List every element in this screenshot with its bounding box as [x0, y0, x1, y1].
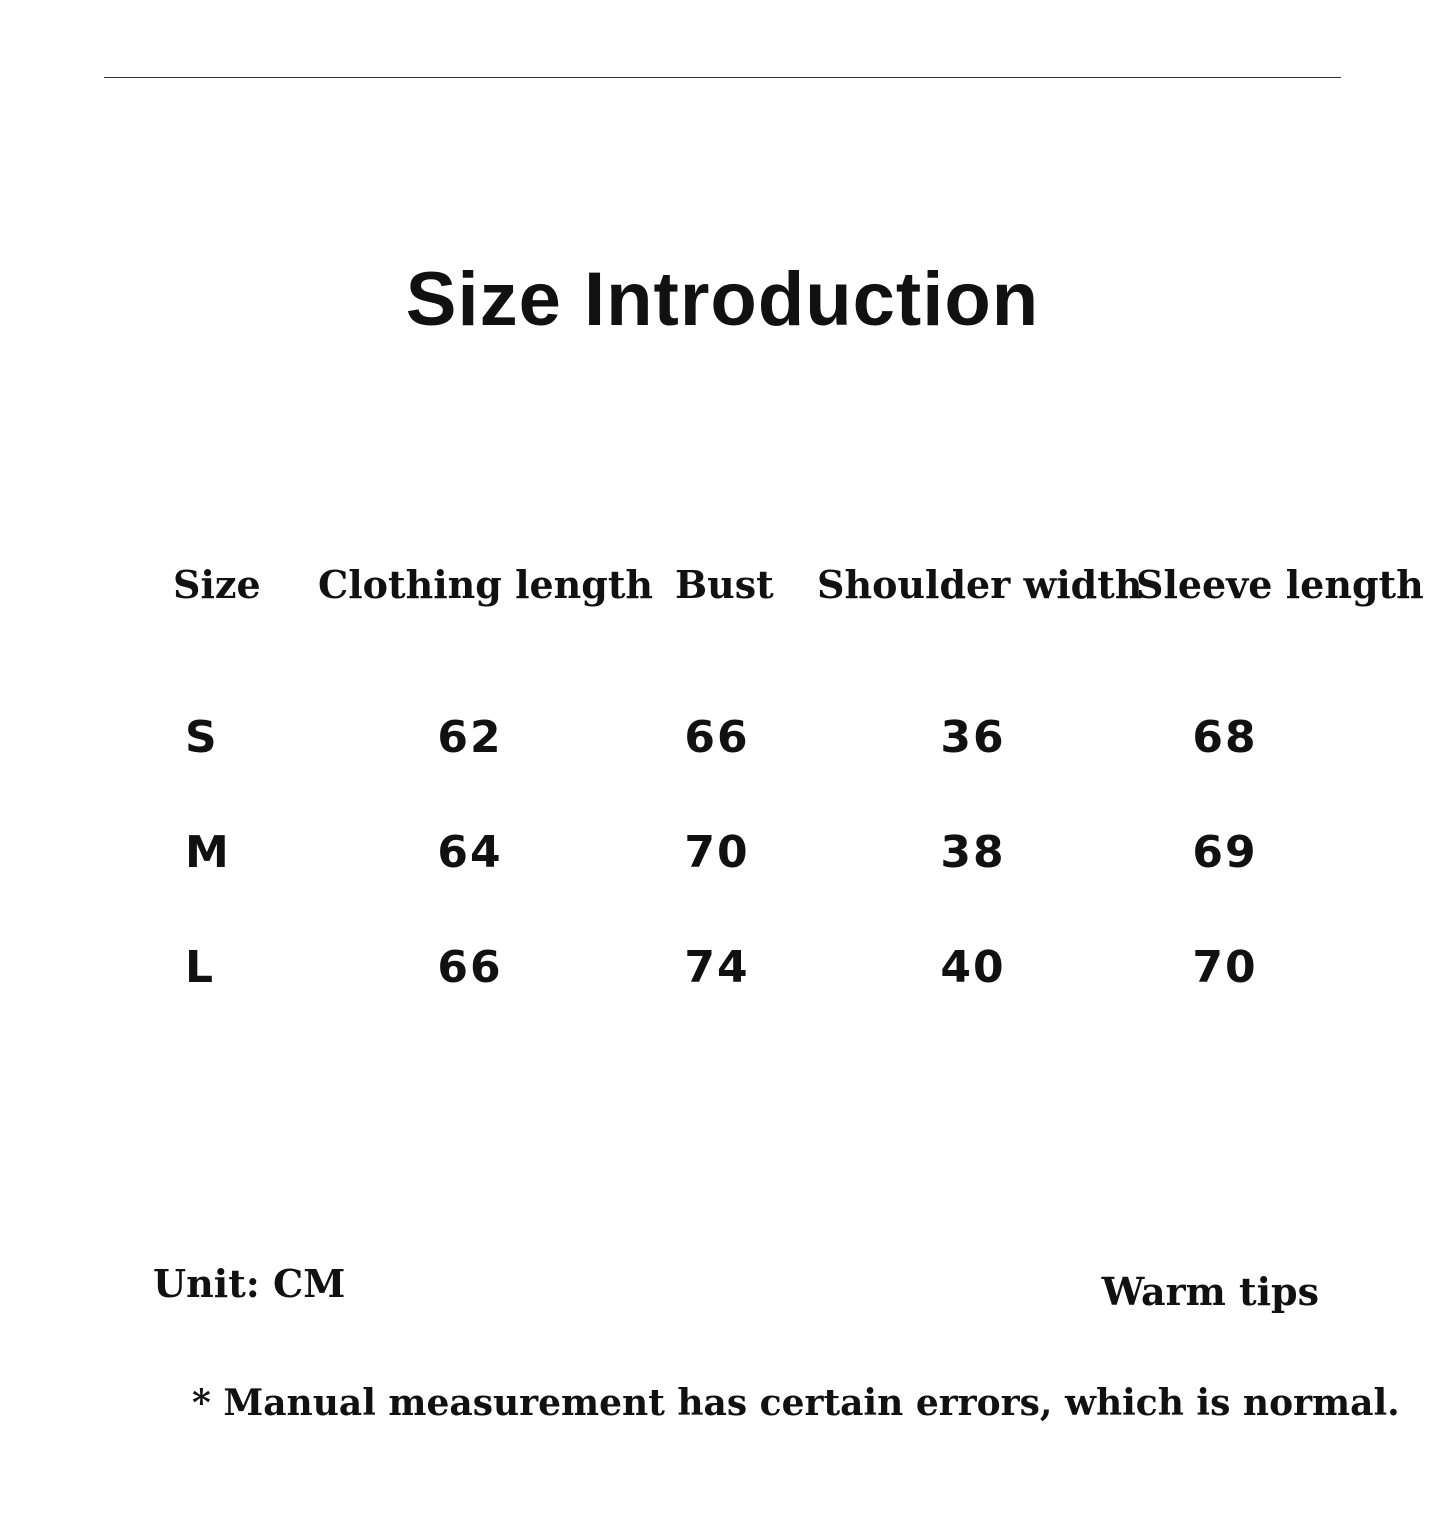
cell-bust: 74 — [684, 942, 750, 993]
cell-shoulder-width: 38 — [940, 827, 1006, 878]
cell-size: L — [185, 942, 216, 993]
cell-bust: 70 — [684, 827, 750, 878]
cell-clothing-length: 62 — [437, 712, 503, 763]
cell-clothing-length: 64 — [437, 827, 503, 878]
top-divider — [104, 77, 1341, 78]
cell-clothing-length: 66 — [437, 942, 503, 993]
cell-sleeve-length: 69 — [1192, 827, 1258, 878]
page-title: Size Introduction — [405, 257, 1040, 342]
cell-size: S — [185, 712, 219, 763]
cell-sleeve-length: 70 — [1192, 942, 1258, 993]
cell-size: M — [185, 827, 231, 878]
cell-sleeve-length: 68 — [1192, 712, 1258, 763]
measurement-note: * Manual measurement has certain errors, which is normal. — [192, 1382, 1400, 1424]
cell-bust: 66 — [684, 712, 750, 763]
header-sleeve-length: Sleeve length — [1136, 562, 1424, 607]
unit-label: Unit: CM — [153, 1261, 346, 1306]
cell-shoulder-width: 40 — [940, 942, 1006, 993]
warm-tips-label: Warm tips — [1101, 1269, 1319, 1314]
header-size: Size — [173, 562, 261, 607]
cell-shoulder-width: 36 — [940, 712, 1006, 763]
header-shoulder-width: Shoulder width — [817, 562, 1143, 607]
header-bust: Bust — [675, 562, 774, 607]
header-clothing-length: Clothing length — [318, 562, 654, 607]
